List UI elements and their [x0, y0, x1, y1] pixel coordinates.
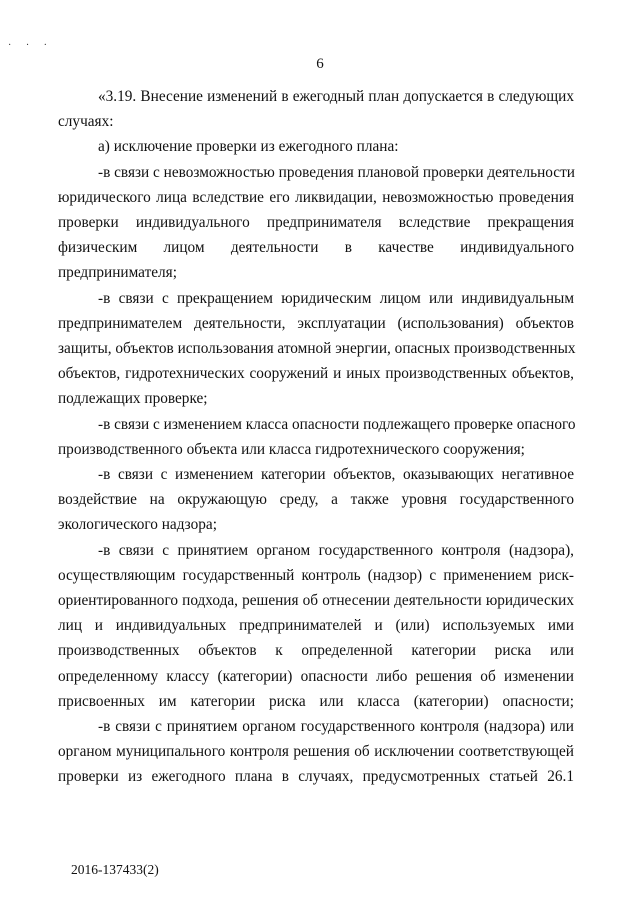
text-line: защиты, объектов использования атомной энергии, опасных производственных [58, 340, 576, 358]
text-line: проверки из ежегодного плана в случаях, предусмотренных статьей 26.1 [58, 768, 574, 786]
text-line: осуществляющим государственный контроль (надзор) с применением риск- [58, 566, 574, 584]
text-line: -в связи с изменением категории объектов, оказывающих негативное [98, 466, 574, 484]
text-line: производственных объектов к определенной категории риска или [58, 642, 574, 660]
document-body [58, 84, 574, 790]
text-line: а) исключение проверки из ежегодного плана: [98, 138, 399, 156]
text-line: «3.19. Внесение изменений в ежегодный план допускается в следующих [98, 88, 574, 105]
text-line: лиц и индивидуальных предпринимателей и (или) используемых ими [58, 617, 574, 635]
text-line: производственного объекта или класса гидротехнического сооружения; [58, 440, 525, 458]
text-line: определенному классу (категории) опасности либо решения об изменении [58, 667, 574, 685]
text-line: -в связи с принятием органом государственного контроля (надзора) или [98, 718, 574, 736]
text-line: -в связи с изменением класса опасности подлежащего проверке опасного [98, 415, 576, 433]
text-line: подлежащих проверке; [58, 390, 208, 408]
text-line: органом муниципального контроля решения об исключении соответствующей [58, 743, 574, 761]
text-line: предпринимателя; [58, 264, 177, 282]
text-line: присвоенных им категории риска или класса (категории) опасности; [58, 692, 574, 710]
text-line: объектов, гидротехнических сооружений и иных производственных объектов, [58, 365, 574, 383]
text-line: физическим лицом деятельности в качестве индивидуального [58, 239, 574, 257]
text-line: экологического надзора; [58, 516, 217, 534]
text-line: -в связи с прекращением юридическим лицом или индивидуальным [98, 289, 574, 307]
text-line: предпринимателем деятельности, эксплуатации (использования) объектов [58, 314, 574, 332]
text-line: -в связи с невозможностью проведения плановой проверки деятельности [98, 163, 575, 181]
page-number: 6 [316, 56, 324, 72]
text-line: случаях: [58, 113, 114, 131]
text-line: воздействие на окружающую среду, а также уровня государственного [58, 491, 574, 509]
text-line: ориентированного подхода, решения об отнесении деятельности юридических [58, 592, 574, 610]
text-line: -в связи с принятием органом государственного контроля (надзора), [98, 541, 574, 559]
document-registration-code: 2016-137433(2) [71, 862, 159, 877]
text-line: проверки индивидуального предпринимателя вследствие прекращения [58, 214, 574, 232]
scan-artifact-marks: · · · [8, 40, 53, 51]
text-line: юридического лица вследствие его ликвидации, невозможностью проведения [58, 188, 574, 206]
